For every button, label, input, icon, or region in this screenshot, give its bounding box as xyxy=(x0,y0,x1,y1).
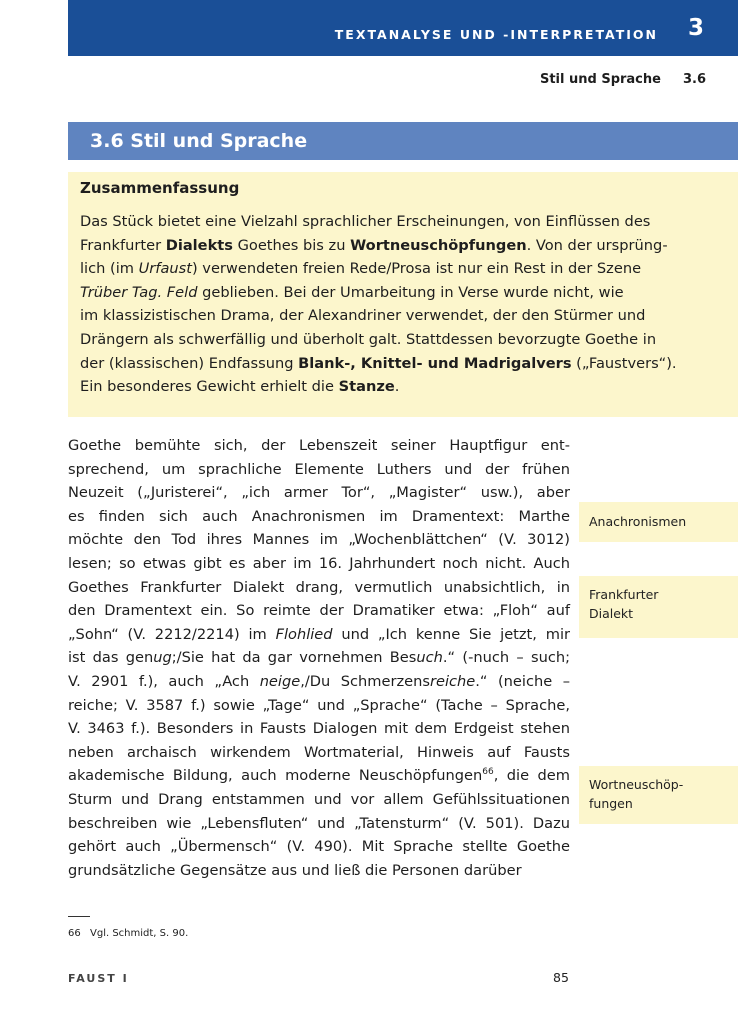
body-line: Neuzeit („Juristerei“, „ich armer Tor“, „Magister“ usw.), aber xyxy=(68,484,570,502)
footer-book-title: FAUST I xyxy=(68,972,129,985)
chapter-header-bar xyxy=(68,0,738,56)
body-line: den Dramentext ein. So reimte der Dramatiker etwa: „Floh“ auf xyxy=(68,602,570,620)
margin-note-line: Dialekt xyxy=(589,606,634,621)
footnote-reference: 66 xyxy=(482,767,494,778)
body-line: „Sohn“ (V. 2212/2214) im Flohlied und „Ich kenne Sie jetzt, mir xyxy=(68,625,570,643)
summary-line: lich (im Urfaust) verwendeten freien Rede/Prosa ist nur ein Rest in der Szene xyxy=(80,260,642,278)
footnote-text: Vgl. Schmidt, S. 90. xyxy=(90,928,189,939)
body-line: Goethes Frankfurter Dialekt drang, vermutlich unabsichtlich, in xyxy=(68,578,570,596)
bold-term: Blank-, Knittel- und Madrigalvers xyxy=(298,354,572,372)
body-line: ist das genug;/Sie hat da gar vornehmen Besuch.“ (-nuch – such; xyxy=(68,649,571,667)
summary-line: der (klassischen) Endfassung Blank-, Knittel- und Madrigalvers („Faustvers“). xyxy=(80,354,677,372)
margin-note-wortneuschoepfungen xyxy=(579,766,738,824)
summary-box xyxy=(68,172,738,417)
italic-term: Trüber Tag. Feld xyxy=(80,283,198,301)
running-subheader xyxy=(540,72,706,87)
italic-term: reiche xyxy=(429,672,476,690)
body-line: neben archaisch wirkendem Wortmaterial, Hinweis auf Fausts xyxy=(68,743,570,761)
page-number: 85 xyxy=(553,970,569,985)
summary-line: Ein besonderes Gewicht erhielt die Stanze. xyxy=(80,378,400,396)
body-line: gehört auch „Übermensch“ (V. 490). Mit Sprache stellte Goethe xyxy=(68,838,570,856)
margin-note-line: fungen xyxy=(589,796,633,811)
body-line: möchte den Tod ihres Mannes im „Wochenblättchen“ (V. 3012) xyxy=(68,531,570,549)
summary-line: im klassizistischen Drama, der Alexandriner verwendet, der den Stürmer und xyxy=(80,307,646,325)
body-text xyxy=(68,434,570,882)
bold-term: Dialekts xyxy=(165,236,233,254)
body-line: V. 2901 f.), auch „Ach neige,/Du Schmerzensreiche.“ (neiche – xyxy=(68,672,570,690)
section-title-bar xyxy=(68,122,738,160)
italic-term: Urfaust xyxy=(138,260,192,278)
italic-term: ug xyxy=(153,649,172,667)
summary-text xyxy=(80,210,720,399)
body-line: Goethe bemühte sich, der Lebenszeit seiner Hauptfigur ent- xyxy=(68,437,570,454)
chapter-number: 3 xyxy=(687,15,704,41)
body-line: es finden sich auch Anachronismen im Dramentext: Marthe xyxy=(68,507,570,525)
summary-heading: Zusammenfassung xyxy=(80,179,240,197)
italic-term: neige xyxy=(259,672,301,690)
bold-term: Wortneuschöpfungen xyxy=(350,236,527,254)
italic-term: Flohlied xyxy=(275,625,333,643)
subsection-number: 3.6 xyxy=(682,72,706,87)
body-line: reiche; V. 3587 f.) sowie „Tage“ und „Sprache“ (Tache – Sprache, xyxy=(68,696,570,714)
chapter-title: TEXTANALYSE UND -INTERPRETATION xyxy=(334,27,658,42)
body-line: akademische Bildung, auch moderne Neuschöpfungen$^{66}$, die dem xyxy=(68,767,570,785)
margin-note-frankfurter-dialekt xyxy=(579,576,738,638)
italic-term: uch xyxy=(416,649,443,667)
body-line: grundsätzliche Gegensätze aus und ließ die Personen darüber xyxy=(68,861,522,879)
summary-line: Trüber Tag. Feld geblieben. Bei der Umarbeitung in Verse wurde nicht, wie xyxy=(80,283,624,301)
summary-line: Frankfurter Dialekts Goethes bis zu Wortneuschöpfungen. Von der ursprüng- xyxy=(80,236,668,254)
body-line: beschreiben wie „Lebensfluten“ und „Tatensturm“ (V. 501). Dazu xyxy=(68,814,570,832)
margin-note-line: Wortneuschöp- xyxy=(589,777,684,792)
body-line: V. 3463 f.). Besonders in Fausts Dialogen mit dem Erdgeist stehen xyxy=(68,720,570,738)
margin-note-anachronismen xyxy=(579,502,738,542)
section-title: 3.6 Stil und Sprache xyxy=(90,130,308,152)
footnote-number: 66 xyxy=(68,928,81,939)
footnote xyxy=(68,928,188,939)
margin-note-line: Anachronismen xyxy=(589,514,687,529)
footnote-rule xyxy=(68,916,90,917)
body-line: Sturm und Drang entstammen und vor allem Gefühlssituationen xyxy=(68,790,570,808)
body-line: sprechend, um sprachliche Elemente Luthers und der frühen xyxy=(68,460,570,478)
bold-term: Stanze xyxy=(338,378,395,396)
margin-note-line: Frankfurter xyxy=(589,587,659,602)
summary-line: Drängern als schwerfällig und überholt galt. Stattdessen bevorzugte Goethe in xyxy=(80,330,657,348)
summary-line: Das Stück bietet eine Vielzahl sprachlicher Erscheinungen, von Einflüssen des xyxy=(80,213,651,230)
body-line: lesen; so etwas gibt es aber im 16. Jahrhundert noch nicht. Auch xyxy=(68,554,570,572)
subsection-title: Stil und Sprache xyxy=(539,72,661,87)
